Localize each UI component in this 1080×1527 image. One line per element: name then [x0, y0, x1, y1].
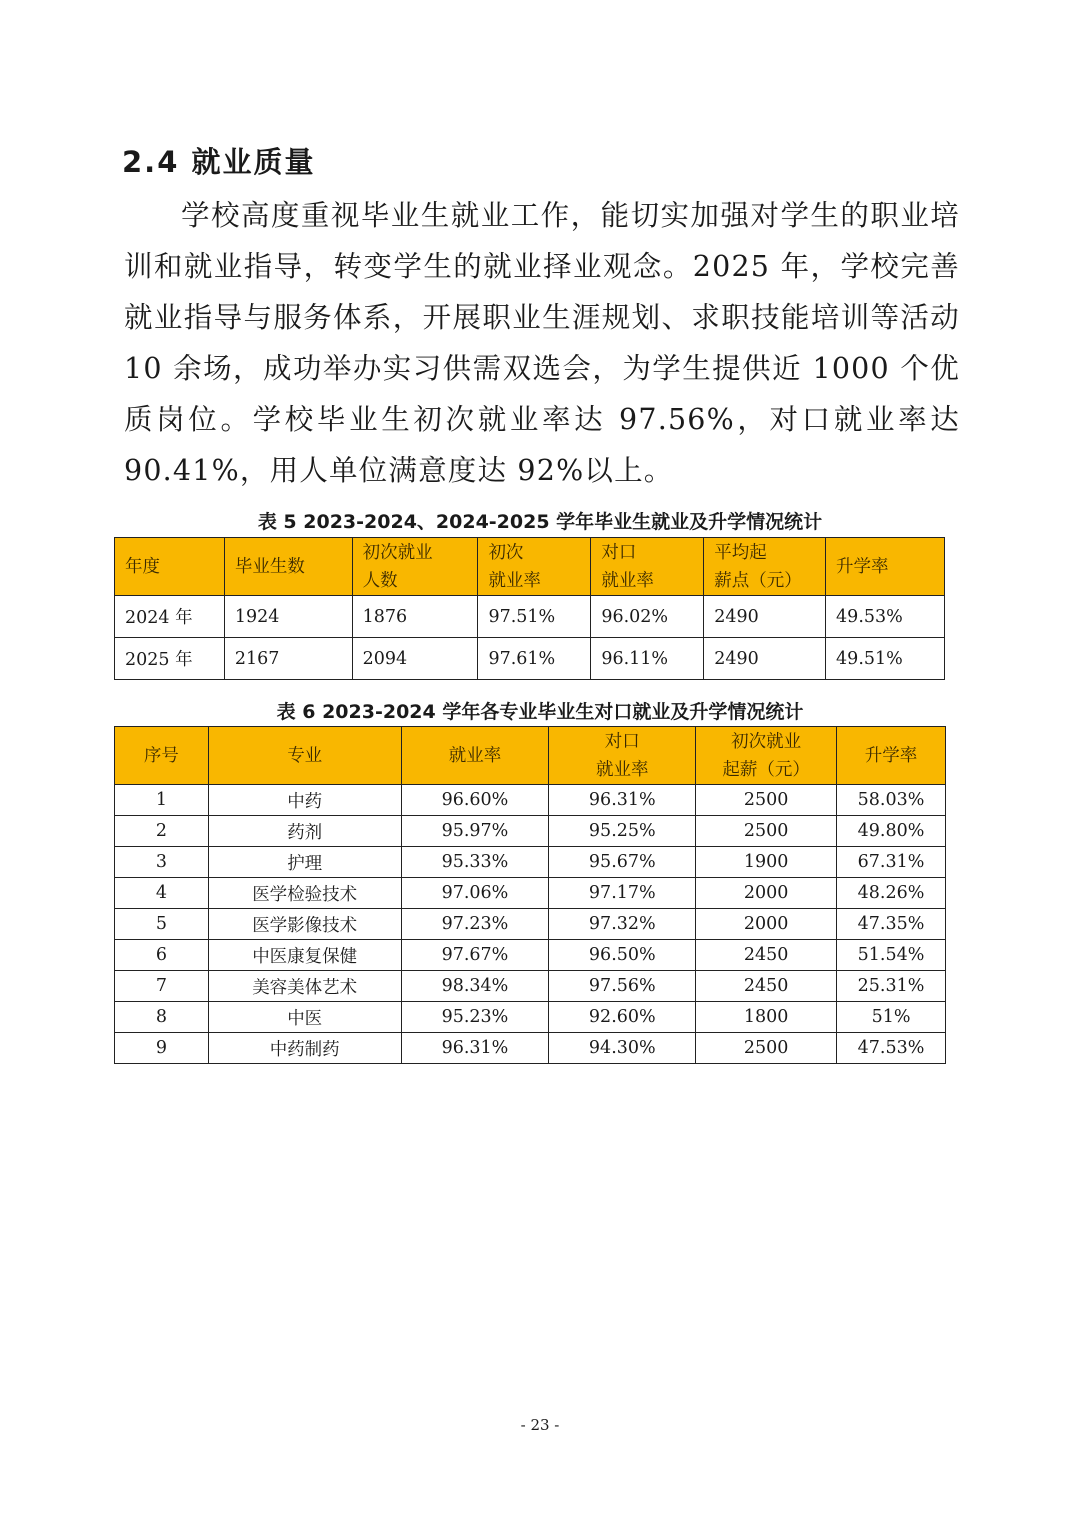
- table-cell: 97.17%: [549, 878, 696, 909]
- table6: [114, 726, 946, 1064]
- table-cell: 2094: [352, 638, 478, 680]
- table-cell: 67.31%: [837, 847, 946, 878]
- table-cell: 美容美体艺术: [208, 971, 401, 1002]
- table-cell: 95.25%: [549, 816, 696, 847]
- table-cell: 96.31%: [401, 1033, 549, 1064]
- table5-header-cell: [115, 538, 225, 596]
- table-cell: 48.26%: [837, 878, 946, 909]
- table-cell: 92.60%: [549, 1002, 696, 1033]
- table5-header-text: 初次: [488, 542, 524, 563]
- table5-header-text: 对口: [601, 542, 637, 563]
- table-cell: 9: [115, 1033, 209, 1064]
- table-cell: 97.56%: [549, 971, 696, 1002]
- table-cell: 49.53%: [826, 596, 945, 638]
- table5: [114, 537, 945, 680]
- table-cell: 护理: [208, 847, 401, 878]
- table6-header-row: [115, 727, 946, 785]
- page-number: - 23 -: [520, 1416, 560, 1434]
- section-title: 2.4 就业质量: [122, 145, 316, 179]
- table-cell: 95.67%: [549, 847, 696, 878]
- table5-header-cell: [591, 538, 704, 596]
- table-cell: 96.50%: [549, 940, 696, 971]
- table5-header-text: 年度: [125, 556, 160, 577]
- table6-header-text: 对口: [604, 731, 640, 752]
- table5-header-text: 就业率: [488, 570, 541, 591]
- table-cell: 47.35%: [837, 909, 946, 940]
- table-cell: 95.23%: [401, 1002, 549, 1033]
- table5-header-text: 平均起: [714, 542, 767, 563]
- table-cell: 中药: [208, 785, 401, 816]
- table-cell: 97.23%: [401, 909, 549, 940]
- table5-header-cell: [704, 538, 826, 596]
- table-cell: 7: [115, 971, 209, 1002]
- table-cell: 49.80%: [837, 816, 946, 847]
- table-row: [115, 940, 946, 971]
- table-row: [115, 971, 946, 1002]
- table-cell: 1: [115, 785, 209, 816]
- table6-header-cell: [549, 727, 696, 785]
- table-cell: 2000: [696, 909, 837, 940]
- table-cell: 2025 年: [115, 638, 225, 680]
- table6-header-text: 专业: [287, 745, 323, 766]
- table-cell: 中医康复保健: [208, 940, 401, 971]
- table-cell: 2450: [696, 971, 837, 1002]
- table-cell: 51%: [837, 1002, 946, 1033]
- table-cell: 药剂: [208, 816, 401, 847]
- table-cell: 58.03%: [837, 785, 946, 816]
- table-row: [115, 1033, 946, 1064]
- table-cell: 2000: [696, 878, 837, 909]
- table5-header-text: 就业率: [601, 570, 654, 591]
- body-paragraph: 学校高度重视毕业生就业工作，能切实加强对学生的职业培训和就业指导，转变学生的就业择业观念。2025 年，学校完善就业指导与服务体系，开展职业生涯规划、求职技能培训等活动 10 余场，成功举办实习供需双选会，为学生提供近 1000 个优质岗位。学校毕业生初次就业率达 97.56%，对口就业率达 90.41%，用人单位满意度达 92%以上。: [124, 199, 960, 487]
- table5-header-text: 升学率: [836, 556, 889, 577]
- table-row: [115, 878, 946, 909]
- table-row: [115, 1002, 946, 1033]
- table5-header-cell: [224, 538, 352, 596]
- table-cell: 97.32%: [549, 909, 696, 940]
- table-cell: 2490: [704, 638, 826, 680]
- table5-header-cell: [478, 538, 591, 596]
- table-cell: 96.60%: [401, 785, 549, 816]
- table6-header-text: 初次就业: [731, 731, 802, 752]
- table-cell: 中药制药: [208, 1033, 401, 1064]
- table-cell: 96.11%: [591, 638, 704, 680]
- table-cell: 8: [115, 1002, 209, 1033]
- table5-header-text: 薪点（元）: [714, 570, 802, 591]
- table6-header-text: 就业率: [596, 759, 649, 780]
- table-row: [115, 785, 946, 816]
- table-cell: 97.61%: [478, 638, 591, 680]
- table-row: [115, 638, 945, 680]
- table-cell: 医学检验技术: [208, 878, 401, 909]
- table-cell: 97.51%: [478, 596, 591, 638]
- table6-header-cell: [837, 727, 946, 785]
- table-cell: 3: [115, 847, 209, 878]
- table5-header-text: 初次就业: [362, 542, 433, 563]
- table-cell: 95.97%: [401, 816, 549, 847]
- table5-header-cell: [826, 538, 945, 596]
- table-cell: 2: [115, 816, 209, 847]
- table5-header-cell: [352, 538, 478, 596]
- table-cell: 1900: [696, 847, 837, 878]
- table6-header-cell: [115, 727, 209, 785]
- table-cell: 97.67%: [401, 940, 549, 971]
- table-cell: 2450: [696, 940, 837, 971]
- table-cell: 6: [115, 940, 209, 971]
- table-cell: 96.02%: [591, 596, 704, 638]
- table-cell: 98.34%: [401, 971, 549, 1002]
- table-cell: 2490: [704, 596, 826, 638]
- table-cell: 25.31%: [837, 971, 946, 1002]
- table-row: [115, 816, 946, 847]
- table-cell: 96.31%: [549, 785, 696, 816]
- table6-caption: 表 6 2023-2024 学年各专业毕业生对口就业及升学情况统计: [276, 701, 804, 723]
- table5-header-text: 人数: [362, 570, 398, 591]
- table5-header-row: [115, 538, 945, 596]
- table6-header-text: 序号: [143, 745, 179, 766]
- table-cell: 94.30%: [549, 1033, 696, 1064]
- table-cell: 2500: [696, 1033, 837, 1064]
- table-cell: 2500: [696, 816, 837, 847]
- table-cell: 2500: [696, 785, 837, 816]
- table-cell: 2024 年: [115, 596, 225, 638]
- table6-header-cell: [208, 727, 401, 785]
- table6-header-cell: [696, 727, 837, 785]
- table-cell: 中医: [208, 1002, 401, 1033]
- table-cell: 51.54%: [837, 940, 946, 971]
- table6-header-text: 起薪（元）: [722, 759, 810, 780]
- table-cell: 95.33%: [401, 847, 549, 878]
- table5-header-text: 毕业生数: [234, 556, 305, 577]
- table5-caption: 表 5 2023-2024、2024-2025 学年毕业生就业及升学情况统计: [257, 511, 823, 533]
- table-cell: 5: [115, 909, 209, 940]
- table-cell: 1924: [224, 596, 352, 638]
- table-cell: 1876: [352, 596, 478, 638]
- table-row: [115, 909, 946, 940]
- table6-header-cell: [401, 727, 549, 785]
- table-cell: 47.53%: [837, 1033, 946, 1064]
- table6-header-text: 就业率: [448, 745, 502, 766]
- table-row: [115, 847, 946, 878]
- table-cell: 97.06%: [401, 878, 549, 909]
- table-cell: 4: [115, 878, 209, 909]
- table-row: [115, 596, 945, 638]
- table-cell: 医学影像技术: [208, 909, 401, 940]
- table-cell: 2167: [224, 638, 352, 680]
- table-cell: 49.51%: [826, 638, 945, 680]
- table6-header-text: 升学率: [864, 745, 918, 766]
- table-cell: 1800: [696, 1002, 837, 1033]
